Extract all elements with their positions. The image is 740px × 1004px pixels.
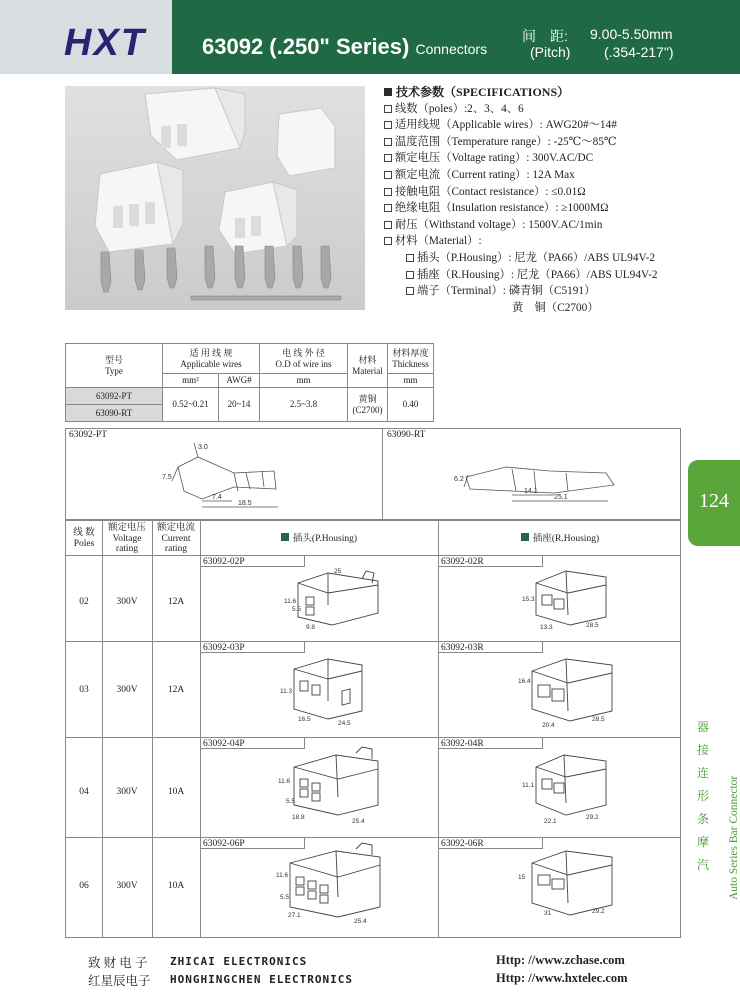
receptacle-part-number: 63092-06R bbox=[441, 839, 484, 849]
spec-item: 绝缘电阻（Insulation resistance）: ≥1000MΩ bbox=[384, 200, 714, 217]
specifications-block bbox=[384, 84, 714, 316]
plug-part-number: 63092-02P bbox=[203, 557, 245, 567]
od-value: 2.5~3.8 bbox=[260, 388, 348, 422]
pt-dim: 7.5 bbox=[162, 474, 172, 481]
receptacle-part-number: 63092-02R bbox=[441, 557, 484, 567]
col-type: 型号 Type bbox=[66, 344, 163, 388]
pt-dim: 7.4 bbox=[212, 494, 222, 501]
dim: 11.6 bbox=[276, 872, 289, 879]
spec-item: 额定电压（Voltage rating）: 300V.AC/DC bbox=[384, 150, 714, 167]
current-value: 12A bbox=[167, 597, 185, 607]
header-voltage: 额定电压 Voltage rating bbox=[107, 523, 146, 554]
footer-company-en-1: ZHICAI ELECTRONICS bbox=[170, 955, 308, 968]
pt-dim: 18.5 bbox=[238, 500, 252, 507]
rt-drawing-label: 63090-RT bbox=[387, 430, 426, 440]
housing-table bbox=[65, 520, 681, 938]
mm2-value: 0.52~0.21 bbox=[163, 388, 219, 422]
awg-value: 20~14 bbox=[219, 388, 260, 422]
rt-dim: 14.1 bbox=[524, 488, 538, 495]
voltage-value: 300V bbox=[116, 685, 138, 695]
poles-value: 04 bbox=[79, 787, 89, 797]
pt-drawing-label: 63092-PT bbox=[69, 430, 107, 440]
dim: 31 bbox=[544, 910, 552, 917]
dim: 9.8 bbox=[306, 624, 316, 631]
dim: 5.5 bbox=[280, 894, 290, 901]
col-thickness: 材料厚度 Thickness bbox=[388, 344, 434, 374]
current-value: 12A bbox=[167, 685, 185, 695]
title-suffix: Connectors bbox=[415, 41, 488, 57]
spec-item: 材料（Material）: bbox=[384, 233, 714, 250]
dim: 20.4 bbox=[542, 722, 555, 729]
receptacle-part-number: 63092-03R bbox=[441, 643, 484, 653]
page-number: 124 bbox=[699, 490, 729, 512]
dim: 11.6 bbox=[278, 778, 291, 785]
unit-mm-thk: mm bbox=[388, 374, 434, 388]
plug-part-number: 63092-03P bbox=[203, 643, 245, 653]
thickness-value: 0.40 bbox=[388, 388, 434, 422]
unit-awg: AWG# bbox=[219, 374, 260, 388]
side-title-en: Auto Series Bar Connector bbox=[728, 775, 740, 900]
dim: 5.5 bbox=[286, 798, 296, 805]
unit-mm: mm bbox=[260, 374, 348, 388]
spec-item: 额定电流（Current rating）: 12A Max bbox=[384, 167, 714, 184]
footer-company-cn-1: 致 财 电 子 bbox=[88, 956, 148, 970]
dim: 16.5 bbox=[298, 716, 311, 723]
spec-item: 接触电阻（Contact resistance）: ≤0.01Ω bbox=[384, 184, 714, 201]
col-material: 材料 Material bbox=[348, 344, 388, 388]
footer-company-en-2: HONGHINGCHEN ELECTRONICS bbox=[170, 973, 353, 986]
dim: 28.5 bbox=[592, 716, 605, 723]
header-receptacle-housing: 插座(R.Housing) bbox=[438, 533, 682, 545]
receptacle-part-number: 63092-04R bbox=[441, 739, 484, 749]
dim: 27.1 bbox=[288, 912, 301, 919]
dim: 13.3 bbox=[540, 624, 553, 631]
dim: 11.3 bbox=[280, 688, 293, 695]
poles-value: 03 bbox=[79, 685, 89, 695]
material-item: 端子（Terminal）: 磷青铜（C5191） bbox=[384, 283, 714, 300]
footer-url-2[interactable]: Http: //www.hxtelec.com bbox=[496, 971, 628, 985]
col-od: 电 线 外 径 O.D of wire ins bbox=[260, 344, 348, 374]
poles-value: 06 bbox=[79, 881, 89, 891]
spec-item: 耐压（Withstand voltage）: 1500V.AC/1min bbox=[384, 217, 714, 234]
spec-item: 温度范围（Temperature range）: -25℃～85℃ bbox=[384, 134, 714, 151]
dim: 15 bbox=[518, 874, 526, 881]
header-poles: 线 数 Poles bbox=[73, 528, 95, 549]
rt-dim: 6.2 bbox=[454, 476, 464, 483]
header-current: 额定电流 Current rating bbox=[156, 523, 195, 554]
poles-value: 02 bbox=[79, 597, 89, 607]
footer-url-1[interactable]: Http: //www.zchase.com bbox=[496, 953, 625, 967]
dim: 25.4 bbox=[352, 818, 365, 825]
dim: 5.5 bbox=[292, 606, 302, 613]
spec-item: 适用线规（Applicable wires）: AWG20#～14# bbox=[384, 117, 714, 134]
type-pt: 63092-PT bbox=[66, 388, 163, 405]
pt-dim: 3.0 bbox=[198, 444, 208, 451]
voltage-value: 300V bbox=[116, 881, 138, 891]
material-item: 插座（R.Housing）: 尼龙（PA66）/ABS UL94V-2 bbox=[384, 267, 714, 284]
type-rt: 63090-RT bbox=[66, 405, 163, 422]
brand-logo: HXT bbox=[64, 22, 146, 64]
terminal-spec-table bbox=[65, 343, 434, 422]
dim: 28.5 bbox=[586, 622, 599, 629]
side-title-cn: 器 接 连 形 条 摩 汽 bbox=[696, 720, 709, 872]
spec-heading: 技术参数（SPECIFICATIONS） bbox=[384, 84, 714, 101]
header-logo-panel bbox=[0, 0, 172, 74]
voltage-value: 300V bbox=[116, 787, 138, 797]
dim: 22.1 bbox=[544, 818, 557, 825]
material-value: 黄铜 (C2700) bbox=[348, 388, 388, 422]
current-value: 10A bbox=[167, 787, 185, 797]
material-item: 黄 铜（C2700） bbox=[512, 301, 599, 314]
dim: 15.3 bbox=[522, 596, 535, 603]
header-title-panel bbox=[172, 0, 740, 74]
footer-company-cn-2: 红星辰电子 bbox=[88, 974, 151, 988]
col-wires: 适 用 线 规 Applicable wires bbox=[163, 344, 260, 374]
dim: 25 bbox=[334, 568, 342, 575]
housing-drawings-svg bbox=[66, 521, 682, 939]
terminal-drawings bbox=[65, 428, 681, 520]
pitch-label-en: (Pitch) bbox=[530, 44, 571, 60]
pitch-label-cn: 间 距: bbox=[522, 28, 568, 44]
plug-part-number: 63092-06P bbox=[203, 839, 245, 849]
spec-item: 线数（poles）:2、3、4、6 bbox=[384, 101, 714, 118]
dim: 16.4 bbox=[518, 678, 531, 685]
dim: 11.1 bbox=[522, 782, 535, 789]
dim: 11.6 bbox=[284, 598, 297, 605]
title-main: 63092 (.250" Series) bbox=[202, 34, 410, 59]
header-plug-housing: 插头(P.Housing) bbox=[200, 533, 438, 545]
material-item: 插头（P.Housing）: 尼龙（PA66）/ABS UL94V-2 bbox=[384, 250, 714, 267]
dim: 25.4 bbox=[354, 918, 367, 925]
pitch-mm: 9.00-5.50mm bbox=[590, 26, 673, 42]
terminal-drawing-svg bbox=[66, 429, 682, 521]
voltage-value: 300V bbox=[116, 597, 138, 607]
current-value: 10A bbox=[167, 881, 185, 891]
dim: 18.8 bbox=[292, 814, 305, 821]
plug-part-number: 63092-04P bbox=[203, 739, 245, 749]
pitch-in: (.354-217") bbox=[604, 44, 674, 60]
rt-dim: 25.1 bbox=[554, 494, 568, 501]
unit-mm2: mm² bbox=[163, 374, 219, 388]
page-title bbox=[202, 34, 487, 60]
product-photo bbox=[65, 86, 365, 310]
dim: 24.5 bbox=[338, 720, 351, 727]
dim: 29.2 bbox=[592, 908, 605, 915]
dim: 29.2 bbox=[586, 814, 599, 821]
